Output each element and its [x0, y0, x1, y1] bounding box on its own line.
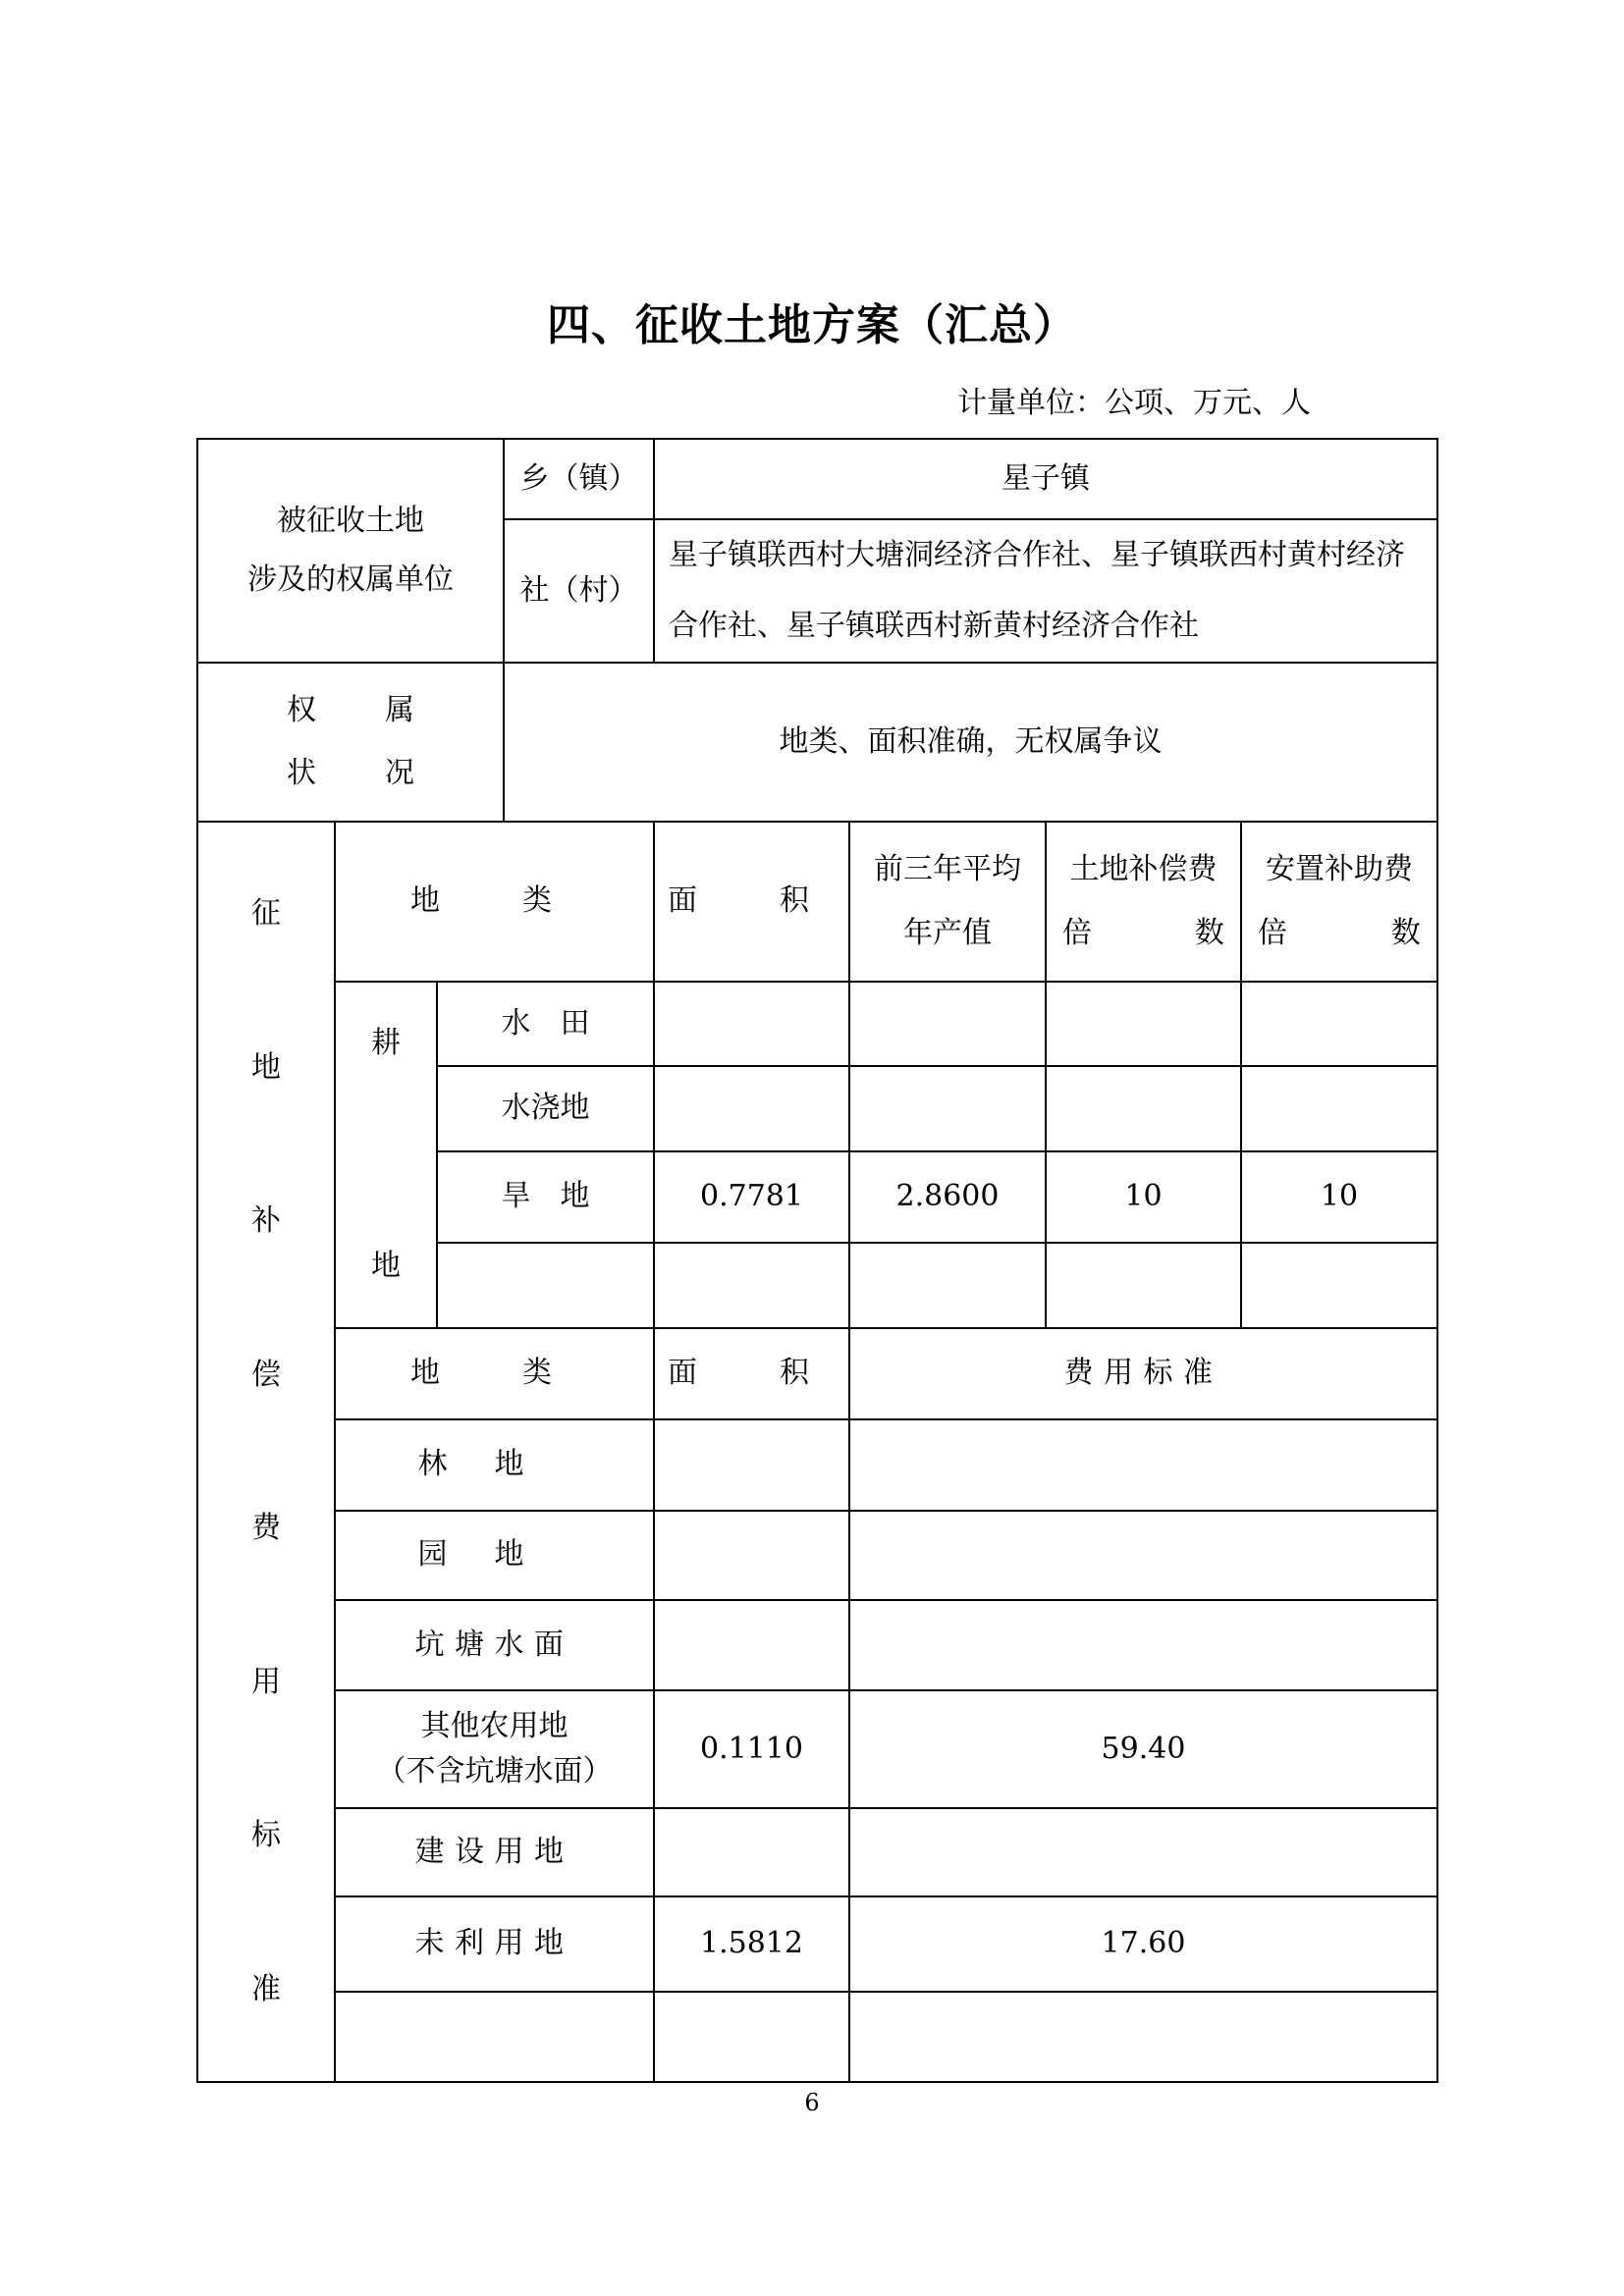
land-type-cell — [437, 1243, 654, 1328]
land-type-cell: 水 田 — [437, 982, 654, 1066]
other-header-area: 面 积 — [654, 1328, 849, 1419]
side-label — [197, 822, 335, 2082]
header-char: 数 — [1391, 915, 1421, 950]
farmland-header-comp — [1046, 822, 1241, 982]
standard-cell: 17.60 — [849, 1896, 1437, 1992]
farmland-group-label — [335, 982, 437, 1328]
side-label-char: 准 — [251, 1971, 281, 2006]
comp-multiple-cell — [1046, 1243, 1241, 1328]
ownership-label-line2: 涉及的权属单位 — [247, 562, 454, 597]
table-row — [197, 1419, 1437, 1511]
side-label-char: 偿 — [251, 1357, 281, 1392]
standard-cell — [849, 1419, 1437, 1511]
land-type-cell — [335, 1690, 654, 1808]
header-char: 倍 — [1062, 915, 1092, 950]
table-row — [197, 1808, 1437, 1896]
resettle-multiple-cell — [1241, 1066, 1437, 1151]
group-label-char: 耕 — [371, 1026, 401, 1060]
township-label: 乡（镇） — [504, 439, 654, 519]
area-cell — [654, 982, 849, 1066]
unit-label: 计量单位：公项、万元、人 — [957, 386, 1311, 420]
area-cell — [654, 1419, 849, 1511]
header-char: 数 — [1195, 915, 1224, 950]
avg-output-cell — [849, 1243, 1046, 1328]
ownership-label-line1: 被征收土地 — [277, 503, 424, 538]
land-type-cell: 水浇地 — [437, 1066, 654, 1151]
status-label-char: 权 — [287, 692, 316, 727]
standard-cell — [849, 1808, 1437, 1896]
area-cell — [654, 1066, 849, 1151]
table-row — [197, 1690, 1437, 1808]
village-label: 社（村） — [504, 519, 654, 663]
page-title: 四、征收土地方案（汇总） — [547, 300, 1077, 350]
other-header-standard: 费用标准 — [849, 1328, 1437, 1419]
land-type-subline: （不含坑塘水面） — [376, 1754, 613, 1789]
land-type-cell: 林地 — [335, 1419, 654, 1511]
area-cell — [654, 1992, 849, 2082]
land-type-cell: 旱 地 — [437, 1151, 654, 1243]
table-row — [197, 1896, 1437, 1992]
avg-output-cell: 2.8600 — [849, 1151, 1046, 1243]
header-line: 土地补偿费 — [1069, 852, 1218, 886]
comp-multiple-cell: 10 — [1046, 1151, 1241, 1243]
side-label-char: 地 — [251, 1049, 281, 1085]
status-label-char: 状 — [287, 756, 316, 790]
township-value: 星子镇 — [654, 439, 1437, 519]
standard-cell — [849, 1511, 1437, 1600]
area-cell — [654, 1808, 849, 1896]
status-label-char: 况 — [385, 756, 414, 790]
land-type-cell: 坑塘水面 — [335, 1600, 654, 1690]
other-header-type: 地 类 — [335, 1328, 654, 1419]
village-value: 星子镇联西村大塘洞经济合作社、星子镇联西村黄村经济合作社、星子镇联西村新黄村经济合作社 — [654, 519, 1437, 663]
status-value: 地类、面积准确，无权属争议 — [504, 663, 1437, 822]
farmland-header-type: 地 类 — [335, 822, 654, 982]
area-cell — [654, 1511, 849, 1600]
area-cell: 0.7781 — [654, 1151, 849, 1243]
avg-output-cell — [849, 982, 1046, 1066]
standard-cell — [849, 1992, 1437, 2082]
group-label-char: 地 — [371, 1248, 401, 1283]
header-line: 年产值 — [903, 915, 992, 950]
standard-cell — [849, 1600, 1437, 1690]
farmland-header-area: 面 积 — [654, 822, 849, 982]
land-type-cell: 建设用地 — [335, 1808, 654, 1896]
farmland-header-resettle — [1241, 822, 1437, 982]
status-label — [197, 663, 504, 822]
status-label-char: 属 — [385, 692, 414, 727]
table-row — [197, 982, 1437, 1066]
land-type-cell — [335, 1992, 654, 2082]
side-label-char: 征 — [251, 896, 281, 931]
header-line: 前三年平均 — [874, 852, 1021, 886]
page-number: 6 — [804, 2089, 820, 2116]
header-line: 安置补助费 — [1266, 852, 1413, 886]
side-label-char: 用 — [251, 1664, 281, 1699]
header-char: 倍 — [1258, 915, 1287, 950]
table-row — [197, 1600, 1437, 1690]
area-cell: 1.5812 — [654, 1896, 849, 1992]
table-row — [197, 1511, 1437, 1600]
side-label-char: 标 — [251, 1818, 281, 1852]
comp-multiple-cell — [1046, 982, 1241, 1066]
table-row — [197, 1992, 1437, 2082]
comp-multiple-cell — [1046, 1066, 1241, 1151]
side-label-char: 补 — [251, 1203, 281, 1238]
resettle-multiple-cell — [1241, 1243, 1437, 1328]
area-cell — [654, 1243, 849, 1328]
resettle-multiple-cell: 10 — [1241, 1151, 1437, 1243]
land-acquisition-table — [196, 438, 1438, 2083]
avg-output-cell — [849, 1066, 1046, 1151]
ownership-label — [197, 439, 504, 663]
land-type-cell: 园地 — [335, 1511, 654, 1600]
side-label-char: 费 — [251, 1511, 281, 1545]
land-type-line: 其他农用地 — [420, 1708, 568, 1743]
land-type-cell: 未利用地 — [335, 1896, 654, 1992]
farmland-header-avg-output — [849, 822, 1046, 982]
resettle-multiple-cell — [1241, 982, 1437, 1066]
standard-cell: 59.40 — [849, 1690, 1437, 1808]
area-cell: 0.1110 — [654, 1690, 849, 1808]
area-cell — [654, 1600, 849, 1690]
